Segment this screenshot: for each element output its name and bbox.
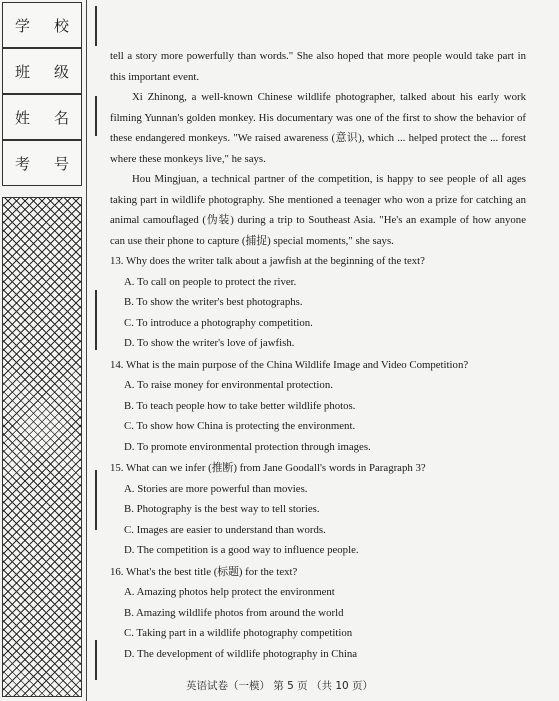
class-label-char-2: 级 bbox=[53, 62, 69, 81]
answer-option: A. Amazing photos help protect the environment bbox=[124, 586, 335, 598]
exam-number-label-char-1: 考 bbox=[14, 154, 30, 173]
passage-paragraph: Xi Zhinong, a well-known Chinese wildlife photographer, talked about his early work filming Yunnan's golden monkey. His documentary was one of the first to show the behavior of these endangered monkeys. "We raised awareness (意识), which ... helped protect the ... forest where these monkeys live," he says. bbox=[110, 91, 526, 165]
exam-number-label-char-2: 号 bbox=[53, 154, 69, 173]
answer-option: D. To show the writer's love of jawfish. bbox=[124, 337, 295, 349]
answer-option: B. Amazing wildlife photos from around the world bbox=[124, 606, 344, 619]
answer-option: C. To show how China is protecting the environment. bbox=[124, 420, 356, 432]
passage-paragraph: tell a story more powerfully than words." She also hoped that more people would take part in this important event. bbox=[110, 50, 526, 83]
fold-line-segment bbox=[95, 640, 97, 680]
fold-line-segment bbox=[95, 290, 97, 350]
answer-option: B. To show the writer's best photographs. bbox=[124, 296, 303, 308]
name-label-char-2: 名 bbox=[53, 108, 69, 127]
answer-option: B. Photography is the best way to tell stories. bbox=[124, 503, 320, 515]
answer-option: C. To introduce a photography competition. bbox=[124, 316, 313, 329]
fold-line-segment bbox=[95, 96, 97, 136]
answer-option: B. To teach people how to take better wildlife photos. bbox=[124, 399, 356, 412]
question-stem: 15. What can we infer (推断) from Jane Goodall's words in Paragraph 3? bbox=[110, 462, 426, 474]
name-label-char-1: 姓 bbox=[14, 108, 30, 127]
name-field bbox=[2, 94, 82, 140]
exam-content bbox=[110, 46, 526, 665]
school-field bbox=[2, 2, 82, 48]
answer-option: A. To call on people to protect the river. bbox=[124, 275, 297, 288]
fold-line-segment bbox=[95, 6, 97, 46]
question-15 bbox=[110, 458, 526, 561]
answer-option: A. Stories are more powerful than movies. bbox=[124, 482, 308, 495]
question-stem: 13. Why does the writer talk about a jawfish at the beginning of the text? bbox=[110, 255, 425, 267]
exam-number-field bbox=[2, 140, 82, 186]
answer-option: D. The development of wildlife photography in China bbox=[124, 647, 358, 660]
answer-option: D. To promote environmental protection through images. bbox=[124, 440, 371, 453]
student-info-sidebar bbox=[0, 0, 87, 701]
passage-paragraph: Hou Mingjuan, a technical partner of the competition, is happy to see people of all ages taking part in wildlife photography. She mentioned a teenager who won a prize for catching an animal camouflaged (伪装) during a trip to Southeast Asia. "He's an example of how anyone can use their phone to capture (捕捉) special moments," she says. bbox=[110, 173, 526, 247]
school-label-char-1: 学 bbox=[14, 16, 30, 35]
question-stem: 16. What's the best title (标题) for the text? bbox=[110, 565, 298, 578]
question-16 bbox=[110, 562, 526, 665]
answer-option: C. Taking part in a wildlife photography competition bbox=[124, 627, 353, 639]
page-footer: 英语试卷（一模） 第 5 页 （共 10 页） bbox=[185, 680, 374, 692]
question-13 bbox=[110, 251, 526, 354]
question-stem: 14. What is the main purpose of the China Wildlife Image and Video Competition? bbox=[110, 358, 469, 371]
question-14 bbox=[110, 355, 526, 458]
class-label-char-1: 班 bbox=[14, 62, 30, 81]
answer-option: D. The competition is a good way to influence people. bbox=[124, 544, 359, 556]
hatched-margin bbox=[2, 197, 82, 697]
fold-line-segment bbox=[95, 470, 97, 530]
school-label-char-2: 校 bbox=[53, 16, 69, 35]
answer-option: C. Images are easier to understand than words. bbox=[124, 523, 326, 536]
class-field bbox=[2, 48, 82, 94]
answer-option: A. To raise money for environmental protection. bbox=[124, 379, 333, 391]
